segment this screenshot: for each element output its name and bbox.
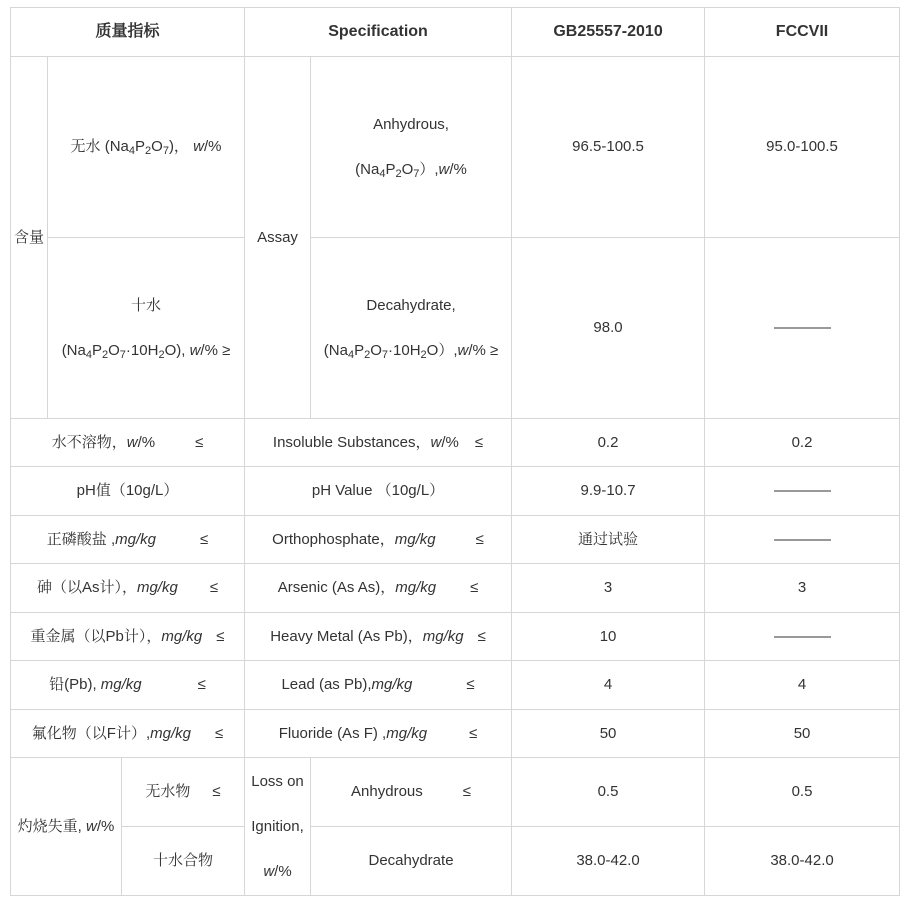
header-gb: GB25557-2010 xyxy=(512,8,705,57)
row-cn: 水不溶物，w/% ≤ xyxy=(11,419,245,467)
assay-decahydrate-row xyxy=(11,238,900,419)
row-gb: 4 xyxy=(512,661,705,710)
assay-decahydrate-en-line1: Decahydrate, xyxy=(366,297,456,314)
assay-anhydrous-cn-text: 无水 $(Na_4P_2O_7)$， w/% xyxy=(70,138,222,157)
row-gb: 0.2 xyxy=(512,419,705,467)
loss-anhydrous-fcc: 0.5 xyxy=(705,758,900,827)
table-row xyxy=(11,613,900,661)
row-gb: 10 xyxy=(512,613,705,661)
assay-en-label: Assay xyxy=(245,57,311,419)
header-row xyxy=(11,8,900,57)
loss-anhydrous-en: Anhydrous ≤ xyxy=(311,758,512,827)
loss-anhydrous-row xyxy=(11,758,900,827)
loss-en-line1: Loss on xyxy=(251,773,304,790)
row-en: Fluoride (As F) ,mg/kg ≤ xyxy=(245,710,512,758)
table-row xyxy=(11,419,900,467)
row-cn: 氟化物（以F计）,mg/kg ≤ xyxy=(11,710,245,758)
row-cn: 铅(Pb), mg/kg ≤ xyxy=(11,661,245,710)
loss-decahydrate-row xyxy=(11,827,900,896)
assay-decahydrate-cn-line1: 十水 xyxy=(131,297,162,314)
row-fcc: ———— xyxy=(705,516,900,564)
row-en: Arsenic (As As)，mg/kg ≤ xyxy=(245,564,512,613)
loss-cn-label: 灼烧失重, w/% xyxy=(11,758,122,896)
row-fcc: ———— xyxy=(705,613,900,661)
row-gb: 50 xyxy=(512,710,705,758)
row-en: Orthophosphate，mg/kg ≤ xyxy=(245,516,512,564)
assay-decahydrate-gb: 98.0 xyxy=(512,238,705,419)
row-en: Heavy Metal (As Pb)，mg/kg ≤ xyxy=(245,613,512,661)
assay-anhydrous-row xyxy=(11,57,900,238)
row-cn: 砷（以As计），mg/kg ≤ xyxy=(11,564,245,613)
loss-anhydrous-cn: 无水物 ≤ xyxy=(122,758,245,827)
assay-anhydrous-en-line2: $(Na_4P_2O_7),w/\%$ xyxy=(355,161,467,180)
assay-decahydrate-fcc: ———— xyxy=(705,238,900,419)
loss-en-label xyxy=(245,758,311,896)
table-row xyxy=(11,516,900,564)
header-fcc: FCCVII xyxy=(705,8,900,57)
row-fcc: ———— xyxy=(705,467,900,516)
row-en: Insoluble Substances，w/% ≤ xyxy=(245,419,512,467)
specification-table xyxy=(10,7,900,896)
loss-decahydrate-gb: 38.0-42.0 xyxy=(512,827,705,896)
assay-anhydrous-en-line1: Anhydrous, xyxy=(373,116,449,133)
assay-anhydrous-en xyxy=(311,57,512,238)
loss-en-line3: w/% xyxy=(263,863,292,880)
table-row xyxy=(11,564,900,613)
row-cn: pH值（10g/L） xyxy=(11,467,245,516)
row-gb: 通过试验 xyxy=(512,516,705,564)
assay-decahydrate-cn-line2: $(Na_4P_2O_7\cdot 10H_2O)$, w/% ≥ xyxy=(61,342,231,361)
row-gb: 9.9-10.7 xyxy=(512,467,705,516)
row-fcc: 3 xyxy=(705,564,900,613)
row-gb: 3 xyxy=(512,564,705,613)
assay-decahydrate-cn xyxy=(48,238,245,419)
row-cn: 正磷酸盐 ,mg/kg ≤ xyxy=(11,516,245,564)
row-fcc: 0.2 xyxy=(705,419,900,467)
header-quality-index: 质量指标 xyxy=(11,8,245,57)
assay-decahydrate-en xyxy=(311,238,512,419)
row-en: pH Value （10g/L） xyxy=(245,467,512,516)
row-fcc: 4 xyxy=(705,661,900,710)
table-row xyxy=(11,661,900,710)
row-cn: 重金属（以Pb计），mg/kg ≤ xyxy=(11,613,245,661)
table-row xyxy=(11,467,900,516)
loss-decahydrate-en: Decahydrate xyxy=(311,827,512,896)
row-en: Lead (as Pb),mg/kg ≤ xyxy=(245,661,512,710)
header-specification: Specification xyxy=(245,8,512,57)
loss-en-line2: Ignition, xyxy=(251,818,304,835)
table-row xyxy=(11,710,900,758)
loss-decahydrate-cn: 十水合物 xyxy=(122,827,245,896)
assay-cn-label: 含量 xyxy=(11,57,48,419)
loss-decahydrate-fcc: 38.0-42.0 xyxy=(705,827,900,896)
assay-decahydrate-en-line2: $(Na_4P_2O_7\cdot 10H_2O),w/\%$ ≥ xyxy=(323,342,499,361)
assay-anhydrous-gb: 96.5-100.5 xyxy=(512,57,705,238)
loss-anhydrous-gb: 0.5 xyxy=(512,758,705,827)
assay-anhydrous-cn xyxy=(48,57,245,238)
row-fcc: 50 xyxy=(705,710,900,758)
assay-anhydrous-fcc: 95.0-100.5 xyxy=(705,57,900,238)
